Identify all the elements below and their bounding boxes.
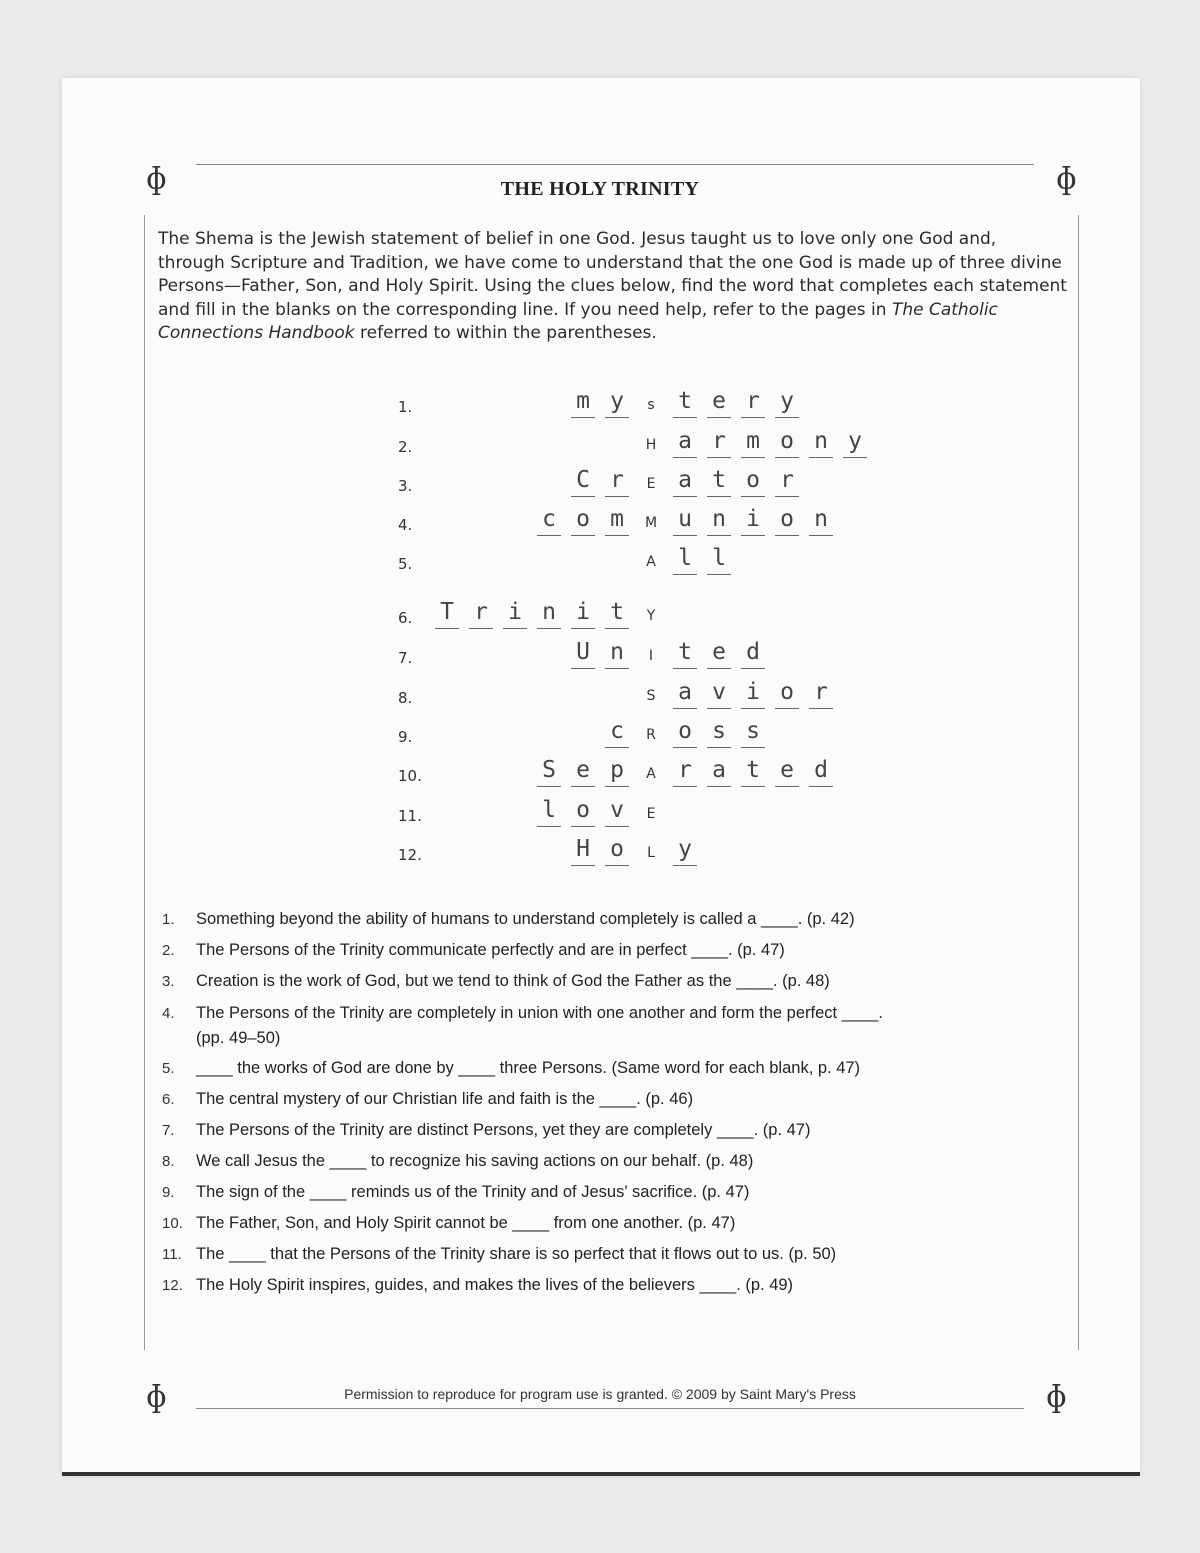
puzzle-answer-row [532, 504, 838, 536]
puzzle-answer-row [634, 677, 838, 709]
puzzle-number: 4. [398, 516, 413, 534]
puzzle-number: 7. [398, 649, 413, 667]
clue-text: The central mystery of our Christian life and faith is the ____. (p. 46) [196, 1090, 694, 1108]
handwritten-letter: y [775, 387, 799, 418]
handwritten-letter: r [775, 466, 799, 497]
handwritten-letter: a [673, 466, 697, 497]
clue-text: ____ the works of God are done by ____ three Persons. (Same word for each blank, p. 47) [196, 1059, 861, 1077]
handwritten-letter: n [809, 427, 833, 458]
handwritten-letter: m [571, 387, 595, 418]
puzzle-answer-row [566, 465, 804, 497]
corner-ornament-bottom-left: ɸ [146, 1380, 167, 1415]
clue-item [162, 1115, 1002, 1146]
handwritten-letter: T [435, 598, 459, 629]
handwritten-letter: o [571, 796, 595, 827]
handwritten-letter: o [605, 835, 629, 866]
clue-list [162, 904, 1002, 1301]
handwritten-letter: r [741, 387, 765, 418]
clue-number: 7. [162, 1122, 175, 1139]
handwritten-letter: o [741, 466, 765, 497]
handwritten-letter: t [707, 466, 731, 497]
handwritten-letter: r [605, 466, 629, 497]
handwritten-letter: y [843, 427, 867, 458]
puzzle-answer-row [430, 597, 668, 629]
puzzle-number: 2. [398, 438, 413, 456]
printed-key-letter: E [646, 806, 656, 822]
clue-number: 12. [162, 1277, 183, 1294]
clue-number: 6. [162, 1091, 175, 1108]
handwritten-letter: U [571, 638, 595, 669]
handwritten-letter: o [775, 678, 799, 709]
clue-number: 10. [162, 1215, 183, 1232]
puzzle-number: 11. [398, 807, 422, 825]
handwritten-letter: t [673, 387, 697, 418]
handwritten-letter: i [741, 505, 765, 536]
puzzle-answer-row [634, 543, 736, 575]
handwritten-letter: a [707, 756, 731, 787]
handwritten-letter: C [571, 466, 595, 497]
clue-item [162, 1239, 1002, 1270]
handwritten-letter: l [537, 796, 561, 827]
puzzle-answer-row [600, 716, 770, 748]
left-border [144, 215, 145, 1350]
puzzle-number: 3. [398, 477, 413, 495]
clue-number: 8. [162, 1153, 175, 1170]
clue-number: 11. [162, 1246, 182, 1263]
handwritten-letter: v [707, 678, 731, 709]
handwritten-letter: i [571, 598, 595, 629]
clue-item [162, 1146, 1002, 1177]
clue-text: The Father, Son, and Holy Spirit cannot be ____ from one another. (p. 47) [196, 1214, 736, 1232]
handwritten-letter: o [775, 427, 799, 458]
handwritten-letter: n [605, 638, 629, 669]
handwritten-letter: s [741, 717, 765, 748]
printed-key-letter: M [644, 515, 658, 531]
handwritten-letter: m [605, 505, 629, 536]
clue-text-continued: (pp. 49–50) [196, 1029, 281, 1047]
puzzle-answer-row [566, 386, 804, 418]
intro-text: The Shema is the Jewish statement of belief in one God. Jesus taught us to love only one God and, through Scripture and Tradition, we have come to understand that the one God is made up of three divine Persons—Father, Son, and Holy Spirit. Using the clues below, find the word that completes each statement and fill in the blanks on the corresponding line. If you need help, refer to the pages in [158, 229, 1067, 320]
clue-item [162, 997, 1002, 1053]
printed-key-letter: L [647, 845, 655, 861]
handwritten-letter: y [673, 835, 697, 866]
handwritten-letter: s [707, 717, 731, 748]
puzzle-answer-row [566, 637, 770, 669]
clue-text: The Persons of the Trinity are distinct Persons, yet they are completely ____. (p. 47) [196, 1121, 811, 1139]
clue-item [162, 935, 1002, 966]
handwritten-letter: o [775, 505, 799, 536]
printed-key-letter: R [646, 727, 656, 743]
handwritten-letter: n [809, 505, 833, 536]
clue-number: 2. [162, 942, 175, 959]
clue-number: 3. [162, 973, 175, 990]
corner-ornament-bottom-right: ɸ [1046, 1380, 1067, 1415]
clue-item [162, 1084, 1002, 1115]
page-bottom-edge [62, 1472, 1140, 1476]
clue-text: The Persons of the Trinity communicate perfectly and are in perfect ____. (p. 47) [196, 941, 785, 959]
handwritten-letter: r [673, 756, 697, 787]
handwritten-letter: S [537, 756, 561, 787]
handwritten-letter: e [707, 387, 731, 418]
handwritten-letter: o [673, 717, 697, 748]
handwritten-letter: v [605, 796, 629, 827]
handwritten-letter: d [741, 638, 765, 669]
right-border [1078, 215, 1079, 1350]
puzzle-number: 5. [398, 555, 413, 573]
header-rule [196, 164, 1034, 165]
clue-number: 4. [162, 1005, 175, 1022]
handwritten-letter: y [605, 387, 629, 418]
handwritten-letter: t [673, 638, 697, 669]
puzzle-number: 8. [398, 689, 413, 707]
handwritten-letter: o [571, 505, 595, 536]
handbook-title: The Catholic Connections Handbook [158, 299, 998, 344]
puzzle-answer-row [634, 426, 872, 458]
handwritten-letter: r [469, 598, 493, 629]
clue-item [162, 966, 1002, 997]
handwritten-letter: l [673, 544, 697, 575]
printed-key-letter: H [645, 437, 657, 453]
handwritten-letter: i [503, 598, 527, 629]
handwritten-letter: r [809, 678, 833, 709]
puzzle-answer-row [532, 795, 668, 827]
puzzle-answer-row [566, 834, 702, 866]
page-title: THE HOLY TRINITY [500, 178, 700, 200]
copyright-notice: Permission to reproduce for program use is granted. © 2009 by Saint Mary's Press [344, 1386, 856, 1402]
handwritten-letter: u [673, 505, 697, 536]
handwritten-letter: e [707, 638, 731, 669]
handwritten-letter: r [707, 427, 731, 458]
handwritten-letter: a [673, 678, 697, 709]
puzzle-number: 10. [398, 767, 422, 785]
clue-item [162, 1177, 1002, 1208]
clue-number: 1. [162, 911, 175, 928]
clue-number: 5. [162, 1060, 175, 1077]
corner-ornament-top-left: ɸ [146, 162, 167, 197]
handwritten-letter: l [707, 544, 731, 575]
handwritten-letter: n [537, 598, 561, 629]
puzzle-number: 9. [398, 728, 413, 746]
printed-key-letter: s [647, 397, 655, 413]
handwritten-letter: m [741, 427, 765, 458]
printed-key-letter: I [648, 648, 654, 664]
printed-key-letter: Y [646, 608, 656, 624]
handwritten-letter: a [673, 427, 697, 458]
puzzle-number: 6. [398, 609, 413, 627]
printed-key-letter: A [646, 766, 656, 782]
clue-text: We call Jesus the ____ to recognize his saving actions on our behalf. (p. 48) [196, 1152, 754, 1170]
intro-paragraph [158, 228, 1068, 346]
printed-key-letter: A [646, 554, 656, 570]
clue-text: Creation is the work of God, but we tend to think of God the Father as the ____. (p. 48) [196, 972, 830, 990]
clue-item [162, 1208, 1002, 1239]
handwritten-letter: c [537, 505, 561, 536]
corner-ornament-top-right: ɸ [1056, 162, 1077, 197]
puzzle-number: 12. [398, 846, 422, 864]
puzzle-answer-row [532, 755, 838, 787]
handwritten-letter: t [605, 598, 629, 629]
handwritten-letter: d [809, 756, 833, 787]
clue-number: 9. [162, 1184, 175, 1201]
clue-text: The Persons of the Trinity are completely in union with one another and form the perfect ____. [196, 1004, 883, 1022]
handwritten-letter: c [605, 717, 629, 748]
printed-key-letter: S [646, 688, 656, 704]
handwritten-letter: t [741, 756, 765, 787]
handwritten-letter: e [775, 756, 799, 787]
handwritten-letter: i [741, 678, 765, 709]
handwritten-letter: n [707, 505, 731, 536]
clue-item [162, 1270, 1002, 1301]
clue-text: The sign of the ____ reminds us of the Trinity and of Jesus' sacrifice. (p. 47) [196, 1183, 750, 1201]
handwritten-letter: e [571, 756, 595, 787]
intro-text-end: referred to within the parentheses. [354, 323, 657, 344]
handwritten-letter: p [605, 756, 629, 787]
clue-text: The Holy Spirit inspires, guides, and makes the lives of the believers ____. (p. 49) [196, 1276, 794, 1294]
clue-text: Something beyond the ability of humans to understand completely is called a ____. (p. 42) [196, 910, 855, 928]
printed-key-letter: E [646, 476, 656, 492]
footer-rule [196, 1408, 1024, 1409]
puzzle-number: 1. [398, 398, 413, 416]
clue-item [162, 1053, 1002, 1084]
clue-text: The ____ that the Persons of the Trinity share is so perfect that it flows out to us. (p. 50) [196, 1245, 837, 1263]
clue-item [162, 904, 1002, 935]
handwritten-letter: H [571, 835, 595, 866]
